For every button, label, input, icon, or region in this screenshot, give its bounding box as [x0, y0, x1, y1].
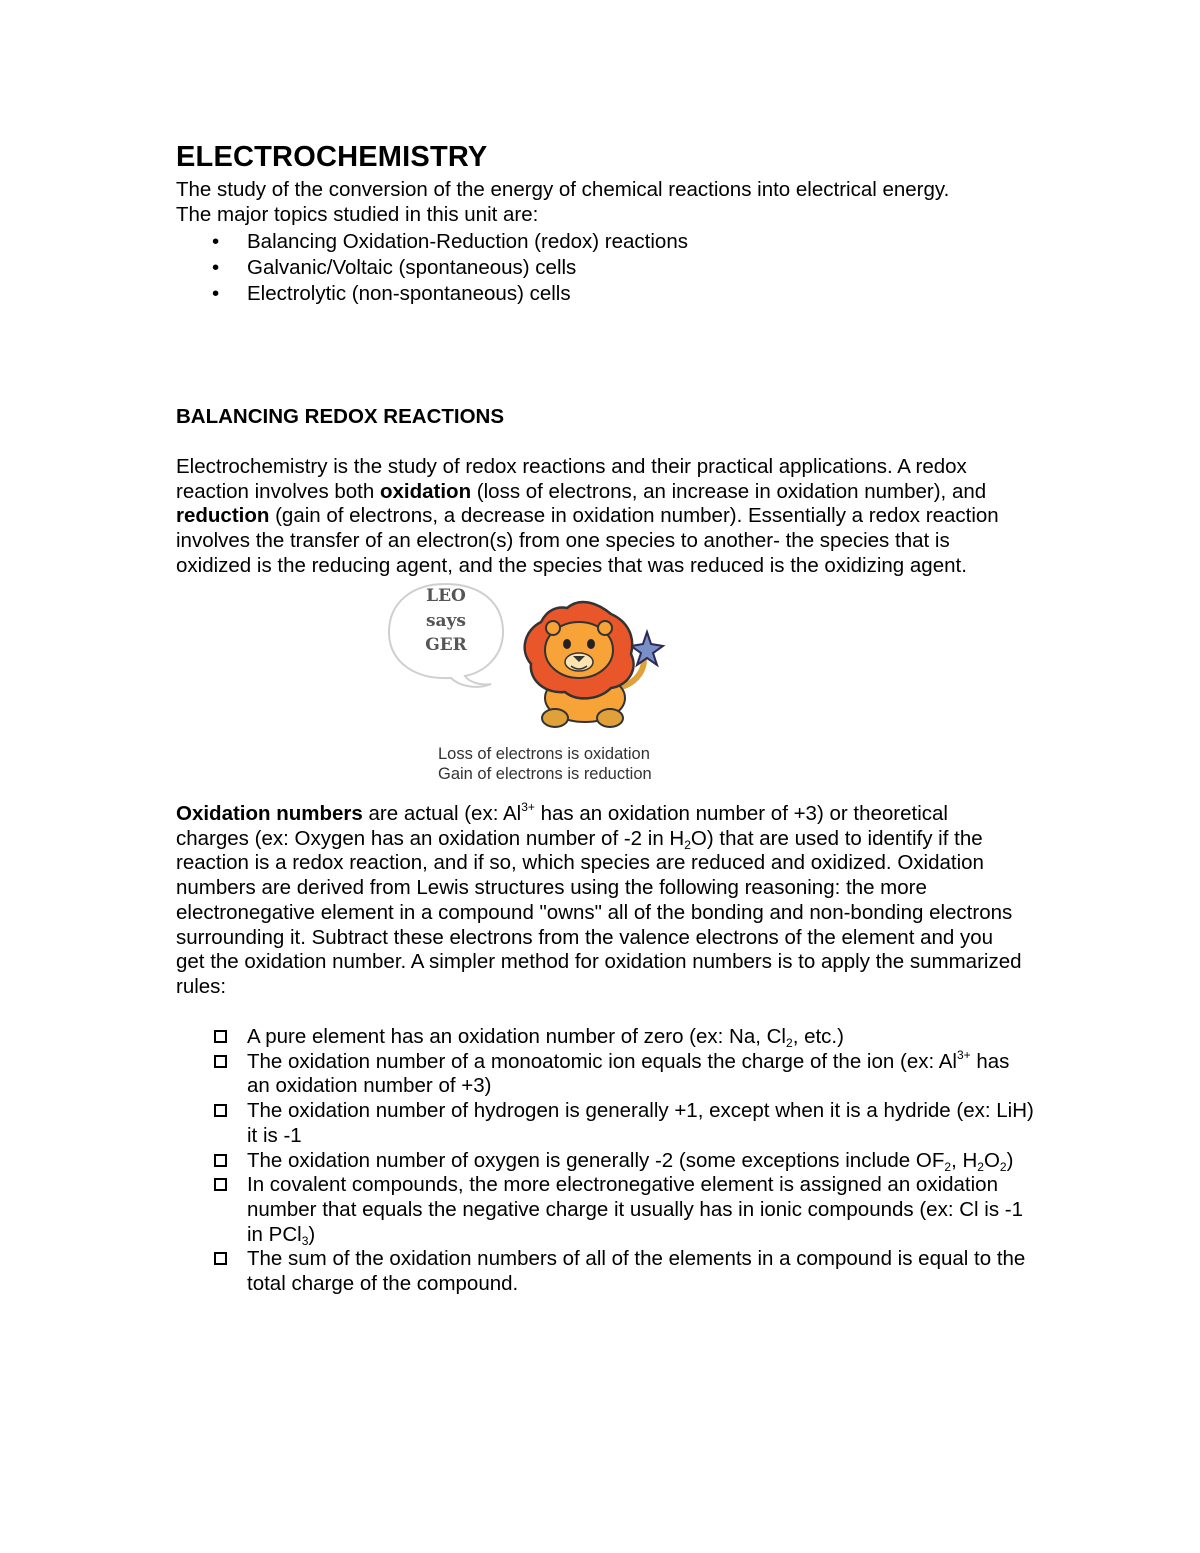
intro-paragraph [176, 178, 1036, 227]
checkbox-bullet-icon [214, 1252, 227, 1265]
bubble-text-ger: GER [425, 635, 467, 655]
checkbox-bullet-icon [214, 1178, 227, 1191]
list-item: The sum of the oxidation numbers of all of the elements in a compound is equal to the total charge of the compound. [176, 1247, 1036, 1296]
speech-bubble [389, 584, 503, 687]
oxidation-rules-list [176, 1025, 1036, 1297]
list-item: • Galvanic/Voltaic (spontaneous) cells [176, 255, 688, 281]
list-item: The oxidation number of oxygen is generally -2 (some exceptions include $OF_2$, $H_2O_2$) [176, 1149, 1036, 1174]
section-heading: BALANCING REDOX REACTIONS [176, 405, 505, 428]
term-oxidation: oxidation [379, 479, 472, 503]
intro-line-1: The study of the conversion of the energy of chemical reactions into electrical energy. [176, 178, 950, 201]
topics-list [176, 229, 688, 307]
caption-line-2: Gain of electrons is reduction [438, 764, 652, 783]
term-oxidation-numbers: Oxidation numbers [176, 802, 363, 825]
star-icon [631, 632, 663, 665]
caption-line-1: Loss of electrons is oxidation [438, 745, 650, 763]
oxidation-numbers-paragraph: Oxidation numbers are actual (ex: $Al^{3+}$ has an oxidation number of +3) or theoretical charges (ex: Oxygen has an oxidation number of -2 in $H_2O$) that are used to identify if the reaction is a redox reaction, and if so, which species are reduced and oxidized. Oxidation numbers are derived from Lewis structures using the following reasoning: the more electronegative element in a compound "owns" all of the bonding and non-bonding electrons surrounding it. Subtract these electrons from the valence electrons of the element and you get the oxidation number. A simpler method for oxidation numbers is to apply the summarized rules: [176, 800, 1022, 998]
list-item: • Electrolytic (non-spontaneous) cells [176, 281, 688, 307]
intro-line-2: The major topics studied in this unit are: [176, 202, 539, 226]
checkbox-bullet-icon [214, 1055, 227, 1068]
list-item: The oxidation number of hydrogen is generally +1, except when it is a hydride (ex: LiH) it is -1 [176, 1099, 1036, 1148]
list-item: In covalent compounds, the more electronegative element is assigned an oxidation number that equals the negative charge it usually has in ionic compounds (ex: Cl is -1 in PCl$_3$) [176, 1173, 1036, 1247]
bubble-text-leo: LEO [426, 586, 466, 606]
page-title: ELECTROCHEMISTRY [176, 141, 488, 173]
redox-paragraph: Electrochemistry is the study of redox reactions and their practical applications. A redox reaction involves both oxidation (loss of electrons, an increase in oxidation number), and reduction (gain of electrons, a decrease in oxidation number). Essentially a redox reaction involves the transfer of an electron(s) from one species to another- the species that is oxidized is the reducing agent, and the species that was reduced is the oxidizing agent. [176, 455, 999, 577]
list-item: A pure element has an oxidation number of zero (ex: Na, $Cl_2$, etc.) [176, 1025, 1036, 1050]
figure-caption [438, 745, 652, 784]
lion-icon [525, 602, 663, 727]
term-reduction: reduction [176, 504, 270, 528]
list-item: • Balancing Oxidation-Reduction (redox) reactions [176, 229, 688, 255]
checkbox-bullet-icon [214, 1154, 227, 1167]
list-item: The oxidation number of a monoatomic ion equals the charge of the ion (ex: $Al^{3+}$ has an oxidation number of +3) [176, 1050, 1036, 1099]
leo-ger-illustration [385, 580, 675, 740]
checkbox-bullet-icon [214, 1104, 227, 1117]
checkbox-bullet-icon [214, 1030, 227, 1043]
bubble-text-says: says [425, 611, 467, 631]
